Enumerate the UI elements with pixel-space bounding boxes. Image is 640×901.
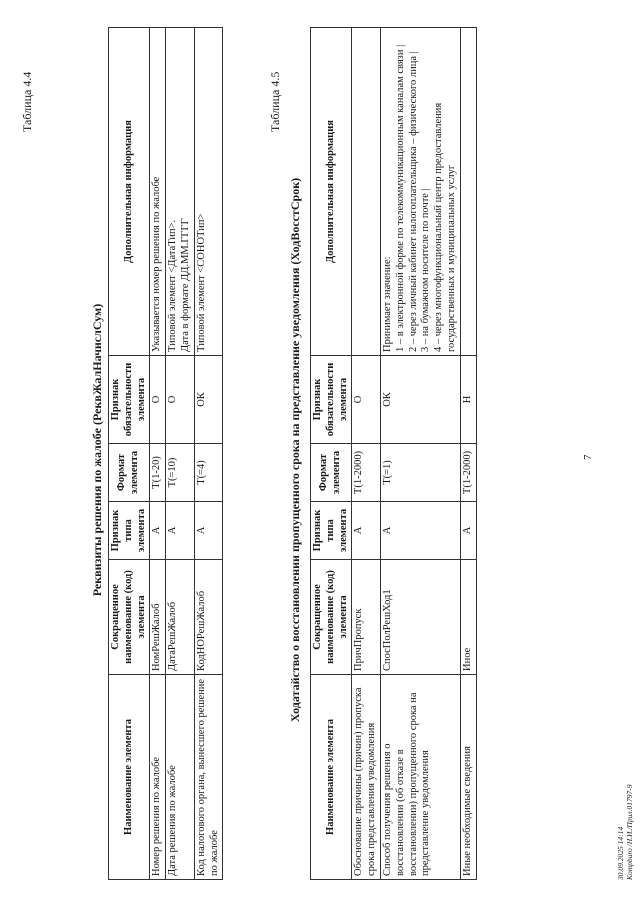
table-row: [460, 28, 476, 880]
table-caption: Таблица 4.4: [20, 71, 34, 132]
element-format-cell: T(=10): [166, 444, 195, 502]
element-type-cell: А: [352, 502, 381, 560]
column-header: Сокращенное наименование (код) элемента: [109, 560, 150, 675]
footer-ref: Kompburo /Н.И./Прил.01797-9: [625, 784, 634, 880]
element-code-cell: ПричПропуск: [352, 560, 381, 675]
element-required-cell: О: [166, 356, 195, 444]
table-row: [150, 28, 166, 880]
table-caption: Таблица 4.5: [268, 71, 282, 132]
element-required-cell: ОК: [380, 356, 460, 444]
element-format-cell: T(1-20): [150, 444, 166, 502]
column-header: Признак обязательности элемента: [311, 356, 352, 444]
petition-table: [310, 27, 477, 880]
element-name-cell: Иные необходимые сведения: [460, 675, 476, 880]
element-type-cell: А: [150, 502, 166, 560]
info-line: 1 – в электронной форме по телекоммуникационным каналам связи |: [394, 44, 406, 352]
column-header: Признак типа элемента: [109, 502, 150, 560]
page-number: 7: [582, 454, 594, 460]
additional-info-cell: [460, 28, 476, 356]
info-line: Типовой элемент <ДатаТип>.: [167, 219, 179, 352]
column-header: Дополнительная информация: [109, 28, 150, 356]
element-name-cell: Обоснование причины (причин) пропуска срока представления уведомления: [352, 675, 381, 880]
element-format-cell: T(=4): [194, 444, 223, 502]
element-required-cell: О: [150, 356, 166, 444]
element-code-cell: ДатаРешЖалоб: [166, 560, 195, 675]
additional-info-cell: [166, 28, 195, 356]
element-type-cell: А: [194, 502, 223, 560]
footer-stamp: [616, 785, 634, 881]
additional-info-cell: [150, 28, 166, 356]
requisites-table: [108, 27, 223, 880]
element-name-cell: Номер решения по жалобе: [150, 675, 166, 880]
column-header: Сокращенное наименование (код) элемента: [311, 560, 352, 675]
element-required-cell: Н: [460, 356, 476, 444]
element-type-cell: А: [380, 502, 460, 560]
table-title: Ходатайство о восстановлении пропущенного срока на представление уведомления (ХодВосстСрок): [288, 177, 302, 723]
element-required-cell: ОК: [194, 356, 223, 444]
element-type-cell: А: [460, 502, 476, 560]
element-format-cell: T(1-2000): [352, 444, 381, 502]
additional-info-cell: [380, 28, 460, 356]
element-code-cell: КодНОРешЖалоб: [194, 560, 223, 675]
table-title: Реквизиты решения по жалобе (РеквЖалНачислСум): [90, 303, 104, 597]
info-line: 2 – через личный кабинет налогоплательщика – физического лица |: [407, 51, 419, 352]
rotated-page: [20, 20, 634, 880]
info-line: 4 – через многофункциональный центр предоставления государственных и муниципальных услуг: [433, 102, 457, 352]
info-line: Дата в формате ДД.ММ.ГГГГ: [179, 218, 191, 352]
element-format-cell: T(=1): [380, 444, 460, 502]
element-code-cell: Иное: [460, 560, 476, 675]
info-line: Типовой элемент <СОНОТип>: [195, 213, 207, 352]
element-name-cell: Способ получения решения о восстановлении (об отказе в восстановлении) пропущенного срока на представление уведомления: [380, 675, 460, 880]
column-header: Наименование элемента: [109, 675, 150, 880]
element-name-cell: Дата решения по жалобе: [166, 675, 195, 880]
info-line: Указывается номер решения по жалобе: [151, 176, 163, 352]
info-line: Принимает значение:: [381, 256, 393, 352]
additional-info-cell: [352, 28, 381, 356]
column-header: Формат элемента: [109, 444, 150, 502]
column-header: Наименование элемента: [311, 675, 352, 880]
additional-info-cell: [194, 28, 223, 356]
info-line: 3 – на бумажном носителе по почте |: [420, 188, 432, 352]
element-name-cell: Код налогового органа, вынесшего решение по жалобе: [194, 675, 223, 880]
table-row: [380, 28, 460, 880]
column-header: Формат элемента: [311, 444, 352, 502]
element-type-cell: А: [166, 502, 195, 560]
footer-date: 30.09.2025 14:14: [616, 826, 625, 880]
table-row: [166, 28, 195, 880]
element-format-cell: T(1-2000): [460, 444, 476, 502]
element-code-cell: СпосПолРешХод1: [380, 560, 460, 675]
table-row: [352, 28, 381, 880]
table-row: [194, 28, 223, 880]
column-header: Признак типа элемента: [311, 502, 352, 560]
element-required-cell: О: [352, 356, 381, 444]
column-header: Признак обязательности элемента: [109, 356, 150, 444]
column-header: Дополнительная информация: [311, 28, 352, 356]
element-code-cell: НомРешЖалоб: [150, 560, 166, 675]
